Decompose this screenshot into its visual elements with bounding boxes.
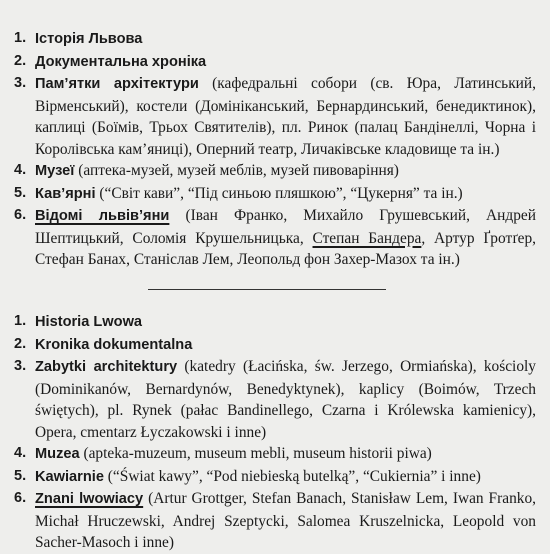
list-item	[14, 334, 536, 357]
list-item	[14, 488, 536, 554]
list-item	[14, 73, 536, 160]
underlined-name: Степан Бандера	[312, 229, 422, 247]
item-title: Документальна хроніка	[35, 53, 207, 70]
item-title: Пам’ятки архітектури	[35, 76, 199, 92]
item-detail: (apteka-muzeum, museum mebli, museum historii piwa)	[79, 445, 432, 462]
list-item	[14, 51, 536, 74]
item-title: Muzea	[35, 446, 80, 462]
item-number: 5.	[14, 184, 27, 201]
item-number: 6.	[14, 490, 27, 506]
item-detail: (katedry (Łacińska, św. Jerzego, Ormiańska), kościoly (Dominikanów, Bernardynów, Benedyktynek), kaplicy (Boimów, Trzech świętych), pl. Rynek (pałac Bandinellego, Czarna i Królewska kamienicy), Opera, cmentarz Łyczakowski i inne)	[35, 358, 536, 441]
item-number: 5.	[14, 467, 27, 484]
item-number: 6.	[14, 207, 27, 223]
item-title: Музеї	[35, 163, 75, 179]
item-detail: (“Світ кави”, “Під синьою пляшкою”, “Цукерня” та ін.)	[95, 184, 463, 202]
item-detail: (Іван Франко, Михайло Грушевський, Андрей Шептицький, Соломія Крушельницька,	[35, 207, 536, 247]
item-title: Кав’ярні	[35, 185, 96, 202]
item-title: Kawiarnie	[35, 468, 104, 485]
item-title: Zabytki architektury	[35, 359, 178, 375]
item-number: 4.	[14, 162, 27, 178]
list-item	[14, 443, 536, 466]
list-item	[14, 205, 536, 271]
item-detail: (Artur Grottger, Stefan Banach, Stanisław Lem, Iwan Franko, Michał Hruczewski, Andrej Szeptycki, Salomea Kruszelnicka, Leopold von Sacher-Masoch i inne)	[35, 490, 537, 551]
item-detail: (аптека-музей, музей меблів, музей пивоваріння)	[74, 162, 399, 179]
item-title: Історія Львова	[35, 31, 143, 47]
item-number: 1.	[14, 30, 27, 46]
list-item	[14, 356, 536, 443]
item-number: 4.	[14, 445, 27, 461]
list-item	[14, 160, 536, 183]
list-item	[14, 311, 536, 334]
ukrainian-list	[14, 28, 536, 271]
list-item	[14, 183, 536, 206]
polish-list	[14, 311, 536, 554]
item-title: Kronika dokumentalna	[35, 336, 193, 353]
item-title-underlined: Znani lwowiacy	[35, 491, 144, 507]
item-detail: , Артур Ґротґер, Стефан Банах, Станіслав Лем, Леопольд фон Захер-Мазох та ін.)	[35, 229, 536, 268]
item-title-underlined: Відомі львів’яни	[35, 208, 170, 224]
item-title: Historia Lwowa	[35, 314, 143, 330]
item-number: 1.	[14, 313, 27, 329]
item-number: 3.	[14, 75, 27, 91]
divider	[148, 289, 386, 290]
item-number: 2.	[14, 52, 27, 69]
list-item	[14, 466, 536, 489]
item-number: 3.	[14, 358, 27, 374]
list-item	[14, 28, 536, 51]
item-detail: (кафедральні собори (св. Юра, Латинський, Вірменський), костели (Домініканський, Бернардинський, бенедиктинок), каплиці (Боїмів, Трьох Святителів), пл. Ринок (палац Бандінеллі, Чорна і Королівська кам’яниці), Оперний театр, Личаківське кладовище та ін.)	[35, 75, 536, 158]
item-number: 2.	[14, 335, 27, 352]
item-detail: (“Świat kawy”, “Pod niebieską butelką”, “Cukiernia” i inne)	[103, 467, 481, 485]
